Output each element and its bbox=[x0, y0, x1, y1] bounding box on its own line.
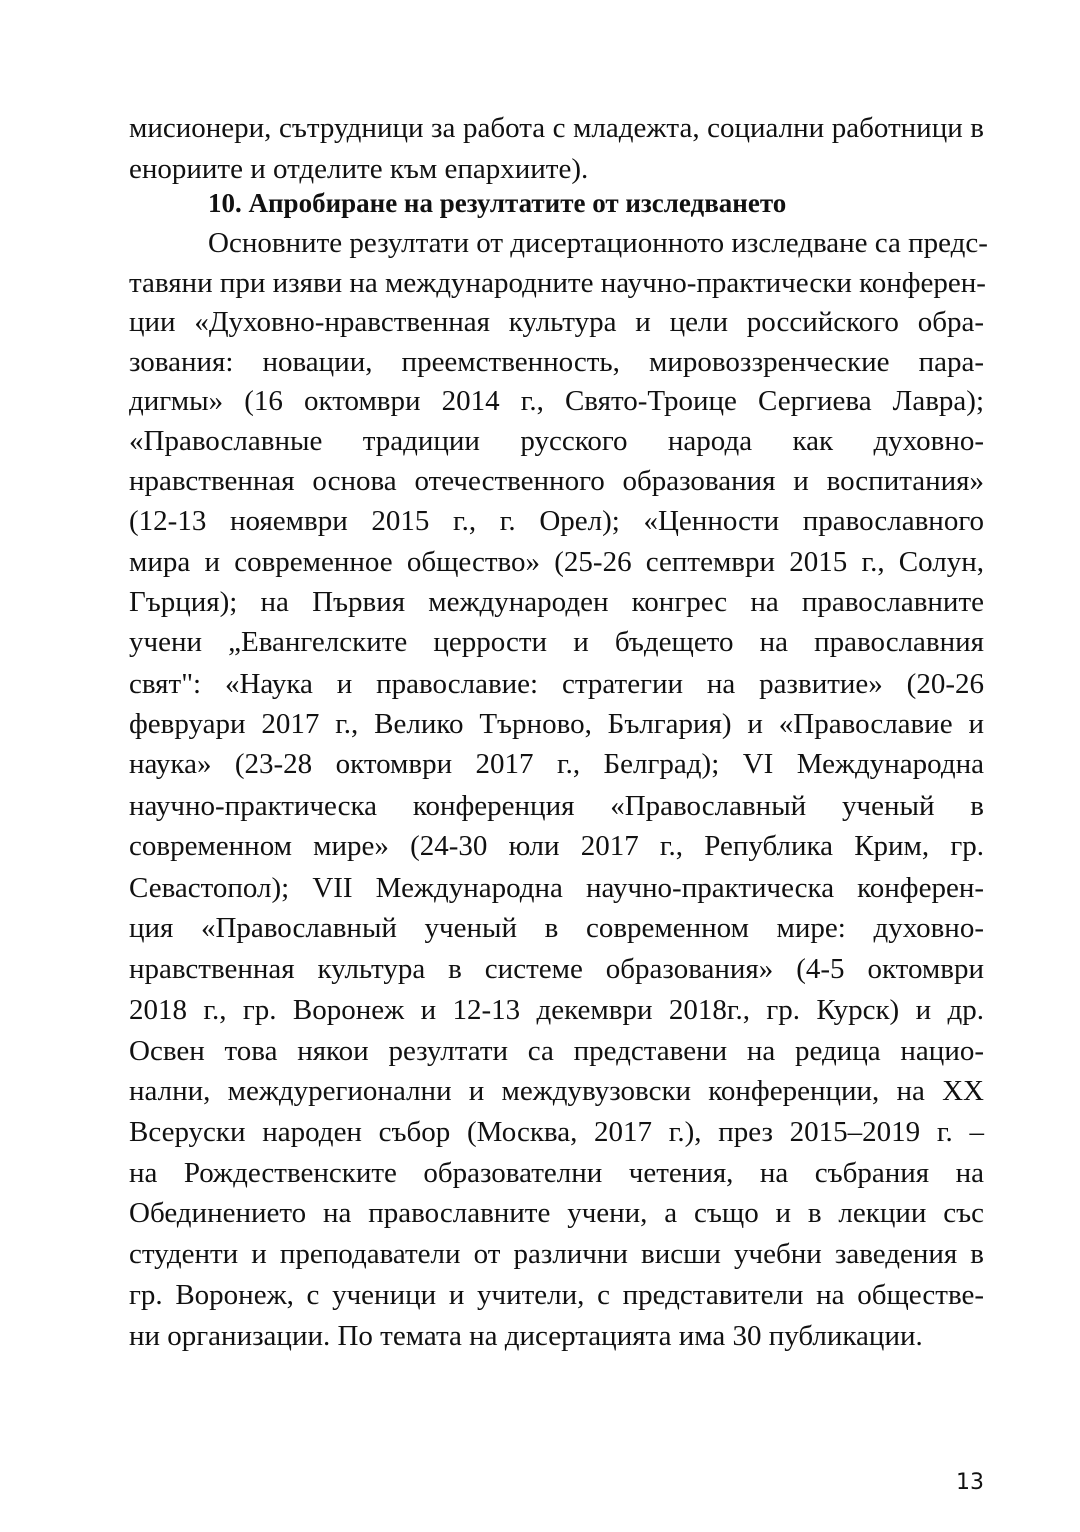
text-line: тавяни при изяви на международните научно-практически конферен- bbox=[129, 267, 986, 299]
page-number: 13 bbox=[956, 1470, 984, 1495]
text-line: мисионери, сътрудници за работа с младежта, социални работници в bbox=[129, 112, 984, 144]
text-line: Обединението на православните учени, а също и в лекции със bbox=[129, 1197, 984, 1229]
text-line: современном мире» (24-30 юли 2017 г., Република Крим, гр. bbox=[129, 830, 984, 862]
text-line: 2018 г., гр. Воронеж и 12-13 декември 2018г., гр. Курск) и др. bbox=[129, 994, 984, 1026]
text-line: февруари 2017 г., Велико Търново, България) и «Православие и bbox=[129, 708, 984, 740]
text-line: Гърция); на Първия международен конгрес на православните bbox=[129, 586, 984, 618]
section-heading: 10. Апробиране на резултатите от изследването bbox=[208, 188, 787, 218]
text-line: наука» (23-28 октомври 2017 г., Белград); VI Международна bbox=[129, 748, 984, 780]
text-line: свят": «Наука и православие: стратегии на развитие» (20-26 bbox=[129, 668, 984, 700]
paragraph-first-line: Основните резултати от дисертационното изследване са предс- bbox=[208, 227, 988, 259]
text-line: на Рождественските образователни четения, на събрания на bbox=[129, 1157, 984, 1189]
text-line: Севастопол); VII Международна научно-практическа конферен- bbox=[129, 872, 984, 904]
text-line: нравственная культура в системе образования» (4-5 октомври bbox=[129, 953, 984, 985]
text-line: мира и современное общество» (25-26 септември 2015 г., Солун, bbox=[129, 546, 984, 578]
text-line: ни организации. По темата на дисертацията има 30 публикации. bbox=[129, 1320, 923, 1352]
text-line: научно-практическа конференция «Православный ученый в bbox=[129, 790, 984, 822]
text-line: ции «Духовно-нравственная культура и цели российского обра- bbox=[129, 306, 984, 338]
text-line: «Православные традиции русского народа как духовно- bbox=[129, 425, 984, 457]
text-line: (12-13 нояември 2015 г., г. Орел); «Ценности православного bbox=[129, 505, 984, 537]
text-line: учени „Евангелските церрости и бъдещето на православния bbox=[129, 626, 984, 658]
text-line: студенти и преподаватели от различни висши учебни заведения в bbox=[129, 1238, 984, 1270]
text-line: нравственная основа отечественного образования и воспитания» bbox=[129, 465, 984, 497]
text-line: нални, междурегионални и междувузовски конференции, на XX bbox=[129, 1075, 984, 1107]
text-line: Всеруски народен събор (Москва, 2017 г.), през 2015–2019 г. – bbox=[129, 1116, 984, 1148]
text-line: енориите и отделите към епархиите). bbox=[129, 153, 589, 185]
text-line: дигмы» (16 октомври 2014 г., Свято-Троице Сергиева Лавра); bbox=[129, 385, 984, 417]
text-line: зования: новации, преемственность, мировоззренческие пара- bbox=[129, 346, 984, 378]
text-line: гр. Воронеж, с ученици и учители, с представители на обществе- bbox=[129, 1279, 984, 1311]
text-line: ция «Православный ученый в современном мире: духовно- bbox=[129, 912, 984, 944]
text-line: Освен това някои резултати са представени на редица нацио- bbox=[129, 1035, 984, 1067]
